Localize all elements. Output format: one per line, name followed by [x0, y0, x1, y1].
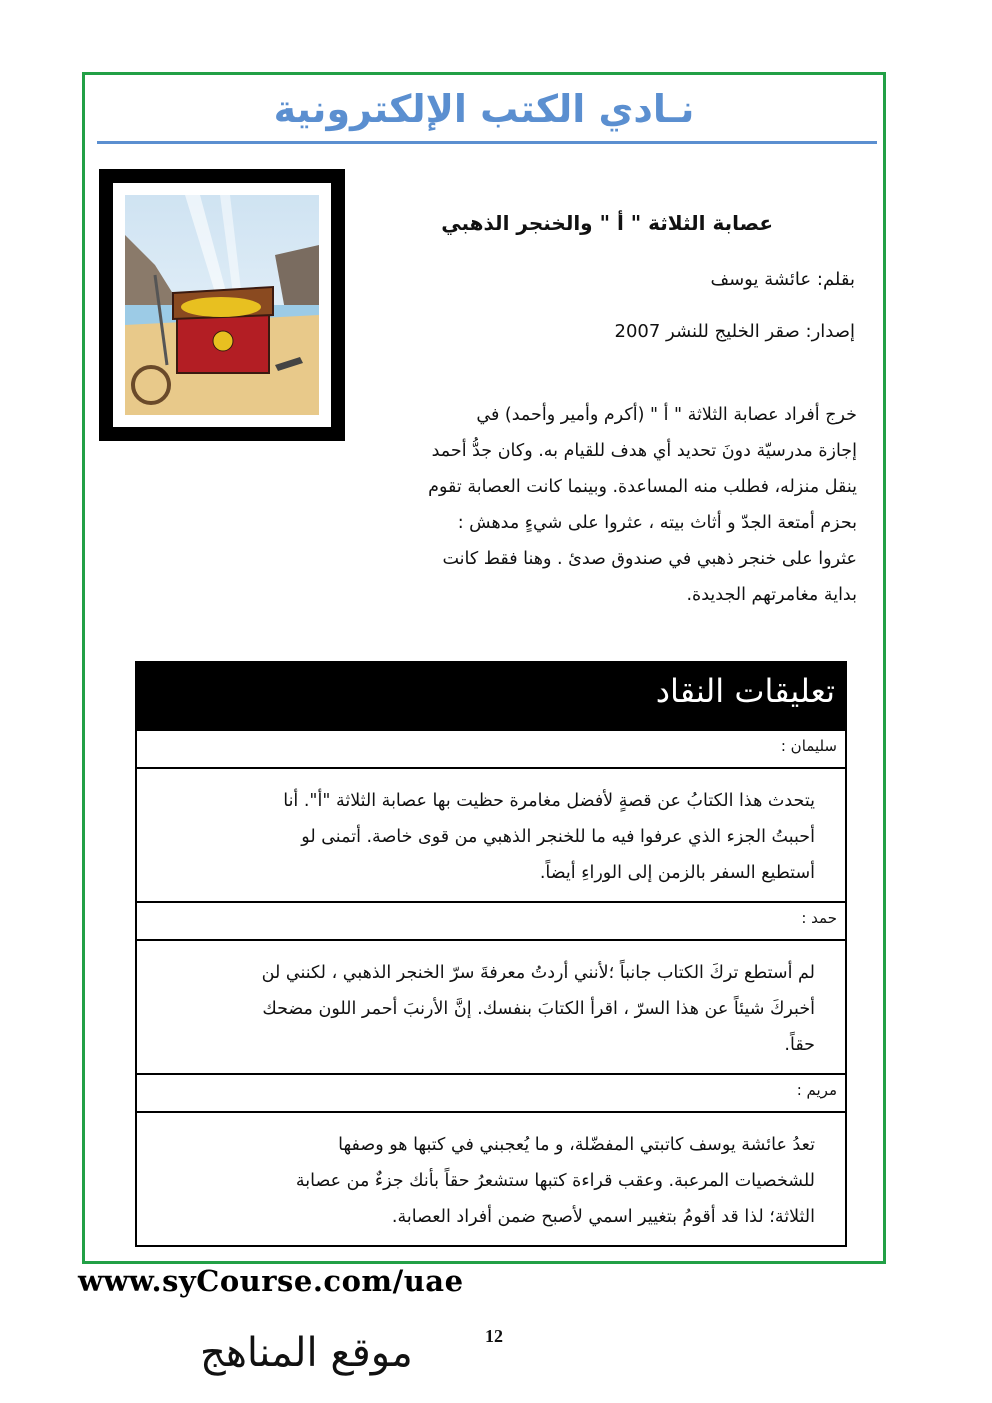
comment-line: أستطيع السفر بالزمن إلى الوراءِ أيضاً. — [539, 863, 815, 883]
page-frame — [82, 72, 886, 1264]
treasure-chest-illustration — [125, 195, 319, 415]
page-number: 12 — [485, 1326, 503, 1346]
book-author: بقلم: عائشة يوسف — [710, 269, 855, 290]
site-name: موقع المناهج — [200, 1330, 413, 1376]
comment-line: تعدُ عائشة يوسف كاتبتي المفضّلة، و ما يُعجبني في كتبها هو وصفها — [338, 1135, 815, 1155]
book-publisher: إصدار: صقر الخليج للنشر 2007 — [614, 321, 855, 342]
reviews-heading: تعليقات النقاد — [137, 663, 845, 729]
reviewer-name: مريم : — [137, 1073, 845, 1111]
footer-website-url[interactable]: www.syCourse.com/uae — [78, 1264, 464, 1298]
review-comment — [137, 767, 845, 901]
book-title: عصابة الثلاثة " أ " والخنجر الذهبي — [441, 211, 773, 235]
reviewer-name: حمد : — [137, 901, 845, 939]
reviewer-name: سليمان : — [137, 729, 845, 767]
comment-line: أحببتُ الجزء الذي عرفوا فيه ما للخنجر الذهبي من قوى خاصة. أتمنى لو — [301, 827, 815, 847]
review-comment — [137, 1111, 845, 1245]
summary-line: بحزم أمتعة الجدّ و أثاث بيته ، عثروا على شيءٍ مدهش : — [457, 513, 857, 533]
title-divider — [97, 141, 877, 144]
comment-line: يتحدث هذا الكتابُ عن قصةٍ لأفضل مغامرة حظيت بها عصابة الثلاثة "أ". أنا — [283, 791, 815, 811]
summary-line: إجازة مدرسيّة دونَ تحديد أي هدف للقيام به. وكان جدُّ أحمد — [431, 441, 857, 461]
comment-line: الثلاثة؛ لذا قد أقومُ بتغيير اسمي لأصبح ضمن أفراد العصابة. — [391, 1207, 815, 1227]
book-summary — [355, 397, 857, 613]
comment-line: لم أستطع تركَ الكتاب جانباً ؛لأنني أردتُ معرفةَ سرّ الخنجر الذهبي ، لكنني لن — [261, 963, 815, 983]
page-title: نـادي الكتب الإلكترونية — [273, 87, 695, 131]
critics-reviews-table — [135, 661, 847, 1247]
comment-line: أخبركَ شيئاً عن هذا السرّ ، اقرأ الكتابَ بنفسك. إنَّ الأرنبَ أحمر اللون مضحك — [262, 999, 815, 1019]
summary-line: عثروا على خنجر ذهبي في صندوق صدئ . وهنا فقط كانت — [442, 549, 857, 569]
comment-line: حقاً. — [784, 1035, 815, 1055]
comment-line: للشخصيات المرعبة. وعقب قراءة كتبها ستشعرُ حقاً بأنك جزءٌ من عصابة — [295, 1171, 815, 1191]
summary-line: خرج أفراد عصابة الثلاثة " أ " (أكرم وأمير وأحمد) في — [476, 405, 857, 425]
book-cover — [99, 169, 345, 441]
review-comment — [137, 939, 845, 1073]
summary-line: ينقل منزله، فطلب منه المساعدة. وبينما كانت العصابة تقوم — [428, 477, 857, 497]
summary-line: بداية مغامرتهم الجديدة. — [686, 585, 857, 605]
